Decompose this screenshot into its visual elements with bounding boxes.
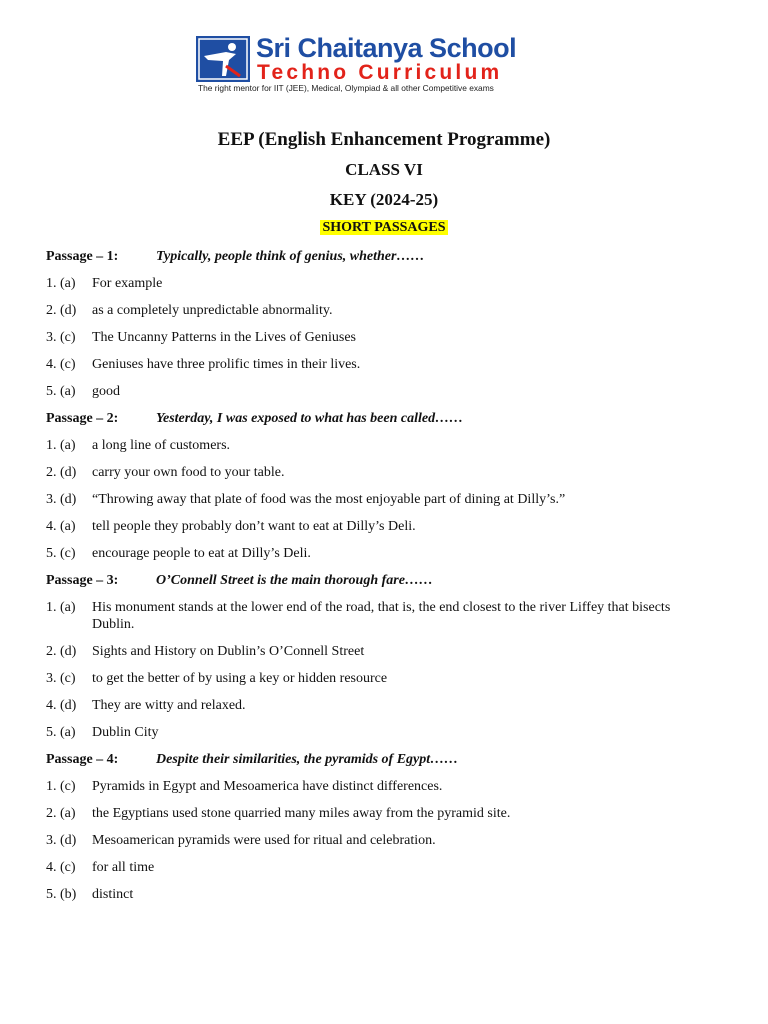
answer-number: 2. (d)	[46, 303, 77, 318]
passage-heading	[46, 751, 692, 768]
answer-number: 3. (c)	[46, 330, 76, 345]
answer-number: 3. (c)	[46, 671, 76, 686]
answer-item	[46, 491, 692, 508]
answer-number: 1. (c)	[46, 779, 76, 794]
logo-emblem-icon	[196, 36, 250, 82]
passage-label: Passage – 2:	[46, 411, 119, 426]
answer-item	[46, 275, 692, 292]
answer-item	[46, 356, 692, 373]
passage-first-line: O’Connell Street is the main thorough fare……	[156, 573, 433, 588]
answer-number: 3. (d)	[46, 492, 77, 507]
answer-number: 2. (d)	[46, 644, 77, 659]
answer-item	[46, 545, 692, 562]
answer-item	[46, 383, 692, 400]
passage-label: Passage – 1:	[46, 249, 119, 264]
passage-heading	[46, 410, 692, 427]
answer-text: Dublin City	[92, 725, 159, 740]
answer-text: tell people they probably don’t want to eat at Dilly’s Deli.	[92, 519, 416, 534]
answer-text: a long line of customers.	[92, 438, 231, 453]
answer-number: 5. (c)	[46, 546, 76, 561]
school-logo	[196, 33, 546, 94]
answer-item	[46, 437, 692, 454]
class-title: CLASS VI	[345, 160, 423, 179]
answer-number: 2. (d)	[46, 465, 77, 480]
answer-text: Pyramids in Egypt and Mesoamerica have distinct differences.	[92, 779, 443, 794]
answer-text: carry your own food to your table.	[92, 465, 285, 480]
answer-text: for all time	[92, 860, 155, 875]
answer-number: 4. (a)	[46, 519, 76, 534]
answer-text: The Uncanny Patterns in the Lives of Geniuses	[92, 330, 356, 345]
answer-number: 3. (d)	[46, 833, 77, 848]
key-title: KEY (2024-25)	[329, 190, 439, 209]
answer-item	[46, 643, 692, 660]
answer-text: distinct	[92, 887, 134, 902]
answer-item	[46, 670, 692, 687]
answer-number: 2. (a)	[46, 806, 76, 821]
answer-item	[46, 886, 692, 903]
passage-heading	[46, 572, 692, 589]
answer-item	[46, 599, 692, 633]
answer-item	[46, 805, 692, 822]
answer-text: For example	[92, 276, 163, 291]
answer-item	[46, 724, 692, 741]
answer-text: as a completely unpredictable abnormality.	[92, 303, 333, 318]
answer-number: 1. (a)	[46, 438, 76, 453]
answer-number: 4. (c)	[46, 357, 76, 372]
answer-number: 4. (d)	[46, 698, 77, 713]
passage-heading	[46, 248, 692, 265]
logo-title: Sri Chaitanya School	[256, 33, 517, 63]
answer-number: 1. (a)	[46, 600, 76, 615]
answer-text: to get the better of by using a key or hidden resource	[92, 671, 388, 686]
answer-number: 5. (b)	[46, 887, 77, 902]
answer-item	[46, 697, 692, 714]
answer-text: Sights and History on Dublin’s O’Connell Street	[92, 644, 365, 659]
passage-first-line: Typically, people think of genius, whether……	[156, 249, 425, 264]
answer-text: good	[92, 384, 120, 399]
section-heading-text: SHORT PASSAGES	[322, 220, 446, 235]
passage-block	[46, 248, 692, 410]
passage-first-line: Despite their similarities, the pyramids of Egypt……	[156, 752, 459, 767]
answer-item	[46, 464, 692, 481]
answer-text: Geniuses have three prolific times in their lives.	[92, 357, 361, 372]
logo-subtitle: Techno Curriculum	[257, 61, 503, 84]
answer-item	[46, 518, 692, 535]
answer-item	[46, 778, 692, 795]
answer-text: His monument stands at the lower end of the road, that is, the end closest to the river Liffey that bisects Dublin.	[92, 600, 671, 632]
answer-item	[46, 302, 692, 319]
passage-first-line: Yesterday, I was exposed to what has been called……	[156, 411, 464, 426]
answer-text: encourage people to eat at Dilly’s Deli.	[92, 546, 311, 561]
passage-label: Passage – 4:	[46, 752, 119, 767]
passage-label: Passage – 3:	[46, 573, 119, 588]
answer-number: 5. (a)	[46, 384, 76, 399]
passage-block	[46, 572, 692, 751]
answer-text: Mesoamerican pyramids were used for ritual and celebration.	[92, 833, 436, 848]
answer-item	[46, 859, 692, 876]
answer-text: They are witty and relaxed.	[92, 698, 246, 713]
passage-block	[46, 751, 692, 913]
answer-item	[46, 329, 692, 346]
answer-number: 4. (c)	[46, 860, 76, 875]
logo-tagline: The right mentor for IIT (JEE), Medical, Olympiad & all other Competitive exams	[198, 83, 494, 93]
answer-text: the Egyptians used stone quarried many miles away from the pyramid site.	[92, 806, 511, 821]
answer-number: 5. (a)	[46, 725, 76, 740]
answer-item	[46, 832, 692, 849]
section-heading	[0, 220, 768, 236]
answer-text: “Throwing away that plate of food was the most enjoyable part of dining at Dilly’s.”	[92, 492, 566, 507]
passage-block	[46, 410, 692, 572]
programme-title: EEP (English Enhancement Programme)	[217, 129, 551, 150]
answer-number: 1. (a)	[46, 276, 76, 291]
